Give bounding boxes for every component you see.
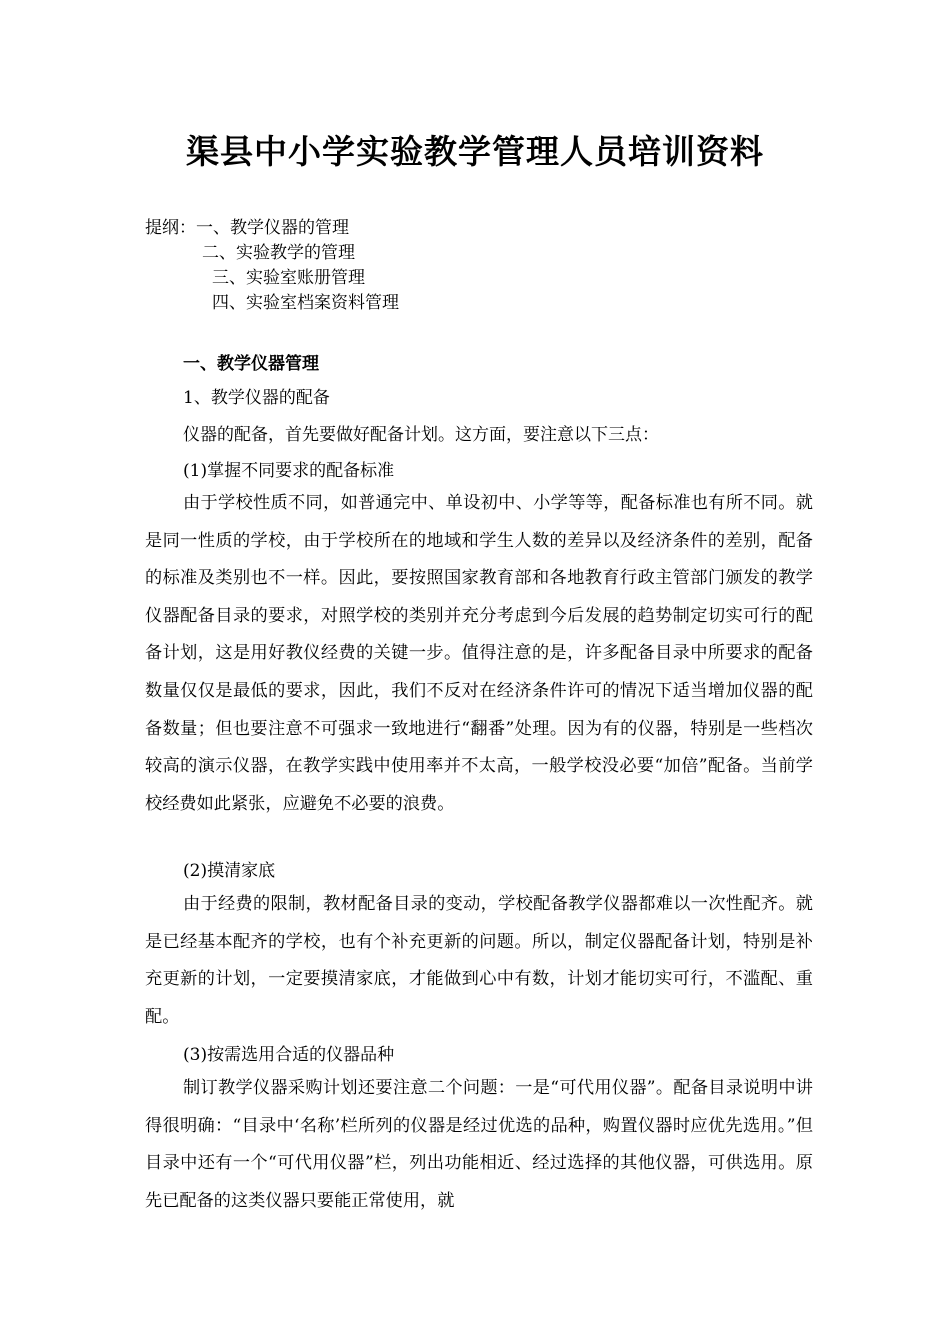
point-3-body: 制订教学仪器采购计划还要注意二个问题：一是“可代用仪器”。配备目录说明中讲得很明确：“目录中‘名称’栏所列的仪器是经过优选的品种，购置仪器时应优先选用。”但目录中还有一个“可代用仪器”栏，列出功能相近、经过选择的其他仪器，可供选用。原先已配备的这类仪器只要能正常使用，就 xyxy=(145,1078,813,1211)
point-3-title: (3)按需选用合适的仪器品种 xyxy=(183,1045,395,1065)
document-title: 渠县中小学实验教学管理人员培训资料 xyxy=(186,132,764,171)
point-2-title: (2)摸清家底 xyxy=(183,861,276,881)
outline-item-4: 四、实验室档案资料管理 xyxy=(212,293,399,313)
point-1-body: 由于学校性质不同，如普通完中、单设初中、小学等等，配备标准也有所不同。就是同一性质的学校，由于学校所在的地域和学生人数的差异以及经济条件的差别，配备的标准及类别也不一样。因此，要按照国家教育部和各地教育行政主管部门颁发的教学仪器配备目录的要求，对照学校的类别并充分考虑到今后发展的趋势制定切实可行的配备计划，这是用好教仪经费的关键一步。值得注意的是，许多配备目录中所要求的配备数量仅仅是最低的要求，因此，我们不反对在经济条件许可的情况下适当增加仪器的配备数量；但也要注意不可强求一致地进行“翻番”处理。因为有的仪器，特别是一些档次较高的演示仪器，在教学实践中使用率并不太高，一般学校没必要“加倍”配备。当前学校经费如此紧张，应避免不必要的浪费。 xyxy=(145,493,813,814)
point-2-body: 由于经费的限制，教材配备目录的变动，学校配备教学仪器都难以一次性配齐。就是已经基本配齐的学校，也有个补充更新的问题。所以，制定仪器配备计划，特别是补充更新的计划，一定要摸清家底，才能做到心中有数，计划才能切实可行，不滥配、重配。 xyxy=(145,894,813,1027)
outline-item-3: 三、实验室账册管理 xyxy=(212,268,365,288)
point-1-title: (1)掌握不同要求的配备标准 xyxy=(183,461,395,481)
intro-paragraph: 仪器的配备，首先要做好配备计划。这方面，要注意以下三点： xyxy=(183,425,659,445)
section-heading: 一、教学仪器管理 xyxy=(183,354,319,374)
outline-item-1: 提纲：一、教学仪器的管理 xyxy=(145,218,349,238)
subsection-heading: 1、教学仪器的配备 xyxy=(183,388,330,408)
outline-item-2: 二、实验教学的管理 xyxy=(202,243,355,263)
